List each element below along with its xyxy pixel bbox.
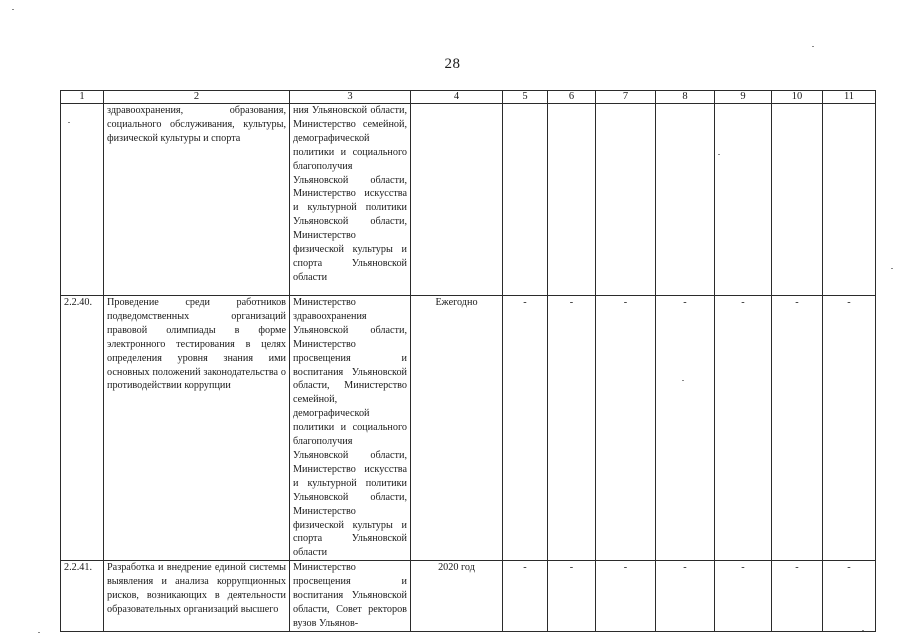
- table-row: [61, 561, 876, 632]
- value-cell: -: [503, 296, 548, 561]
- period: [411, 104, 503, 296]
- table-row: [61, 104, 876, 296]
- value-cell: [772, 104, 823, 296]
- scan-speck: [891, 268, 893, 269]
- value-cell: -: [715, 561, 772, 632]
- measure-title: Разработка и внедрение единой системы выявления и анализа коррупционных рисков, возникающих в деятельности образовательных организаций высшего: [104, 561, 290, 632]
- scan-speck: [68, 122, 70, 123]
- value-cell: [715, 104, 772, 296]
- column-header: 3: [290, 91, 411, 104]
- value-cell: -: [596, 296, 656, 561]
- row-number: 2.2.41.: [61, 561, 104, 632]
- column-header: 5: [503, 91, 548, 104]
- value-cell: -: [772, 561, 823, 632]
- value-cell: [596, 104, 656, 296]
- column-header: 1: [61, 91, 104, 104]
- value-cell: -: [656, 561, 715, 632]
- responsible-bodies: Министерство здравоохранения Ульяновской области, Министерство просвещения и воспитания Ульяновской области, Министерство семейной, демографической политики и социального благополучия Ульяновской области, Министерство искусства и культурной политики Ульяновской области, Министерство физической культуры и спорта Ульяновской области: [290, 296, 411, 561]
- value-cell: -: [548, 561, 596, 632]
- value-cell: [548, 104, 596, 296]
- column-header: 9: [715, 91, 772, 104]
- value-cell: -: [503, 561, 548, 632]
- column-header: 10: [772, 91, 823, 104]
- responsible-bodies: ния Ульяновской области, Министерство семейной, демографической политики и социального благополучия Ульяновской области, Министерство искусства и культурной политики Ульяновской области, Министерство физической культуры и спорта Ульяновской области: [290, 104, 411, 296]
- value-cell: [823, 104, 876, 296]
- table-row: [61, 296, 876, 561]
- value-cell: -: [772, 296, 823, 561]
- column-header: 2: [104, 91, 290, 104]
- value-cell: -: [823, 561, 876, 632]
- scan-speck: [38, 632, 40, 633]
- value-cell: -: [656, 296, 715, 561]
- scan-speck: [682, 380, 684, 381]
- value-cell: [503, 104, 548, 296]
- value-cell: [656, 104, 715, 296]
- value-cell: -: [823, 296, 876, 561]
- page-number: 28: [444, 56, 461, 72]
- measures-table: [60, 90, 876, 632]
- row-number: 2.2.40.: [61, 296, 104, 561]
- column-header: 7: [596, 91, 656, 104]
- value-cell: -: [596, 561, 656, 632]
- row-number: [61, 104, 104, 296]
- value-cell: -: [548, 296, 596, 561]
- value-cell: -: [715, 296, 772, 561]
- period: 2020 год: [411, 561, 503, 632]
- table-header-row: [61, 91, 876, 104]
- scan-speck: [862, 630, 864, 631]
- scan-speck: [718, 154, 720, 155]
- column-header: 4: [411, 91, 503, 104]
- period: Ежегодно: [411, 296, 503, 561]
- scan-speck: [812, 46, 814, 47]
- measure-title: здравоохранения, образования, социального обслуживания, культуры, физической культуры и спорта: [104, 104, 290, 296]
- scan-speck: [12, 9, 14, 10]
- responsible-bodies: Министерство просвещения и воспитания Ульяновской области, Совет ректоров вузов Ульянов-: [290, 561, 411, 632]
- column-header: 8: [656, 91, 715, 104]
- measure-title: Проведение среди работников подведомственных организаций правовой олимпиады в форме электронного тестирования в целях определения уровня знания ими основных положений законодательства о противодействии коррупции: [104, 296, 290, 561]
- column-header: 6: [548, 91, 596, 104]
- column-header: 11: [823, 91, 876, 104]
